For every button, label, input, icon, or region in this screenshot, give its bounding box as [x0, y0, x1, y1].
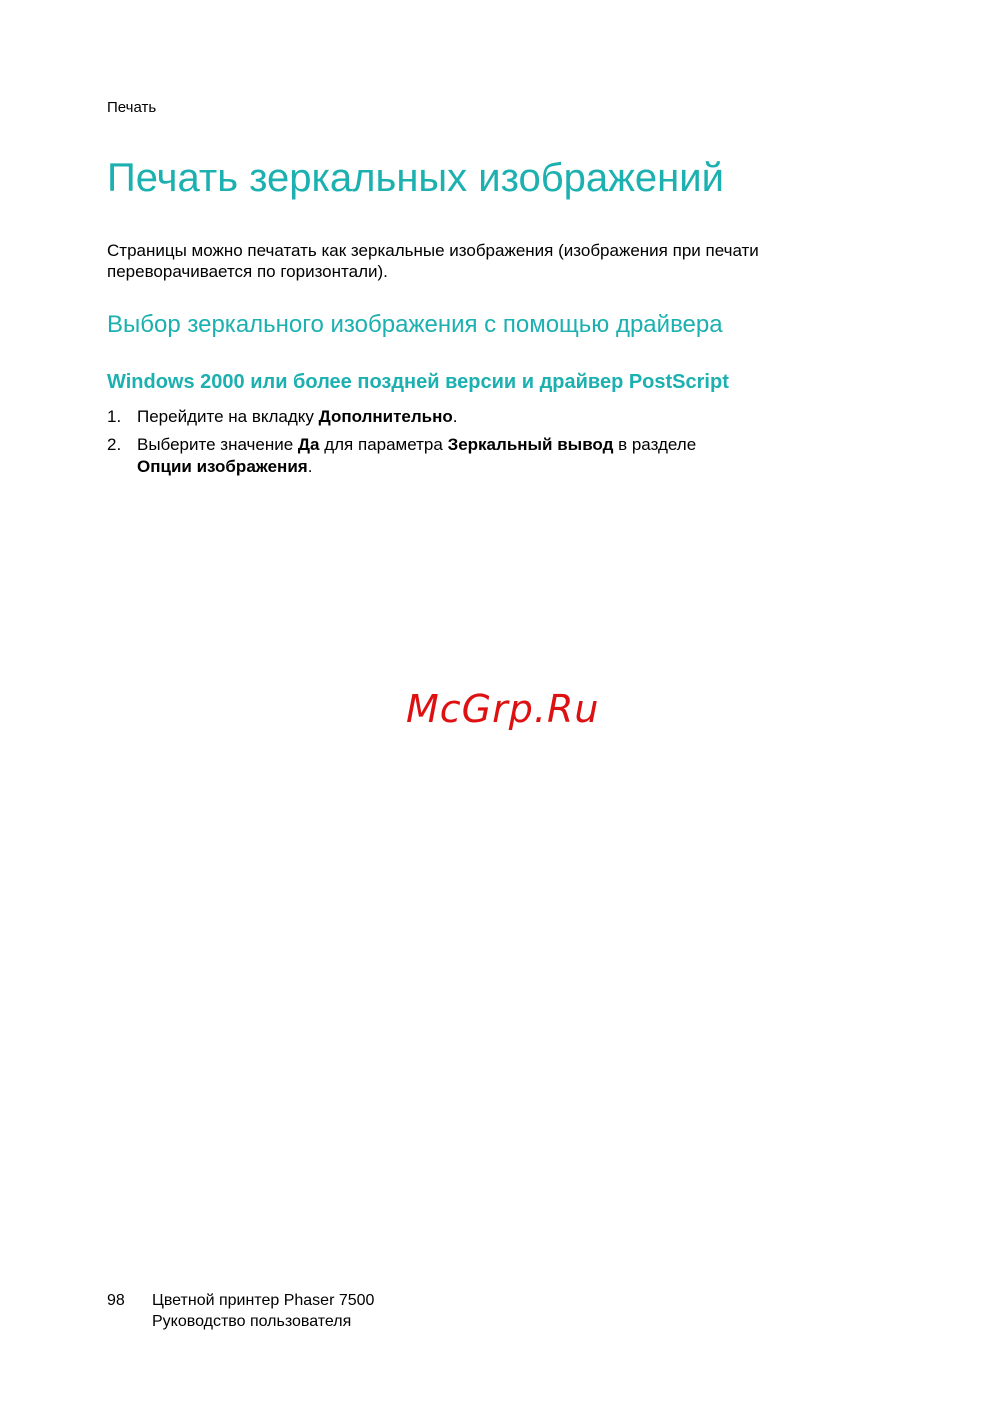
- step-bold-term: Дополнительно: [318, 407, 453, 426]
- running-header: Печать: [107, 99, 157, 116]
- watermark: McGrp.Ru: [406, 687, 600, 731]
- footer-guide: Руководство пользователя: [152, 1313, 352, 1330]
- step-bold-term: Опции изображения: [137, 457, 308, 476]
- steps-list: [107, 406, 867, 484]
- step-text: для параметра: [319, 435, 448, 454]
- section-heading: Выбор зеркального изображения с помощью драйвера: [107, 311, 723, 338]
- footer-text: [152, 1290, 374, 1332]
- step-bold-term: Зеркальный вывод: [447, 435, 614, 454]
- sub-heading: Windows 2000 или более поздней версии и драйвер PostScript: [107, 371, 729, 393]
- step-number: 2.: [107, 435, 122, 454]
- intro-paragraph: Страницы можно печатать как зеркальные изображения (изображения при печати переворачивается по горизонтали).: [107, 241, 759, 281]
- step-text: Выберите значение: [137, 435, 298, 454]
- step-item: [107, 406, 867, 428]
- step-text: в разделе: [613, 435, 697, 454]
- page-title: Печать зеркальных изображений: [107, 156, 724, 200]
- page-number: 98: [107, 1292, 125, 1309]
- step-number: 1.: [107, 407, 122, 426]
- step-bold-term: Да: [297, 435, 320, 454]
- step-text: .: [452, 407, 458, 426]
- step-text: Перейдите на вкладку: [137, 407, 319, 426]
- footer-product: Цветной принтер Phaser 7500: [152, 1292, 375, 1309]
- step-text: .: [307, 457, 313, 476]
- step-item: [107, 434, 867, 478]
